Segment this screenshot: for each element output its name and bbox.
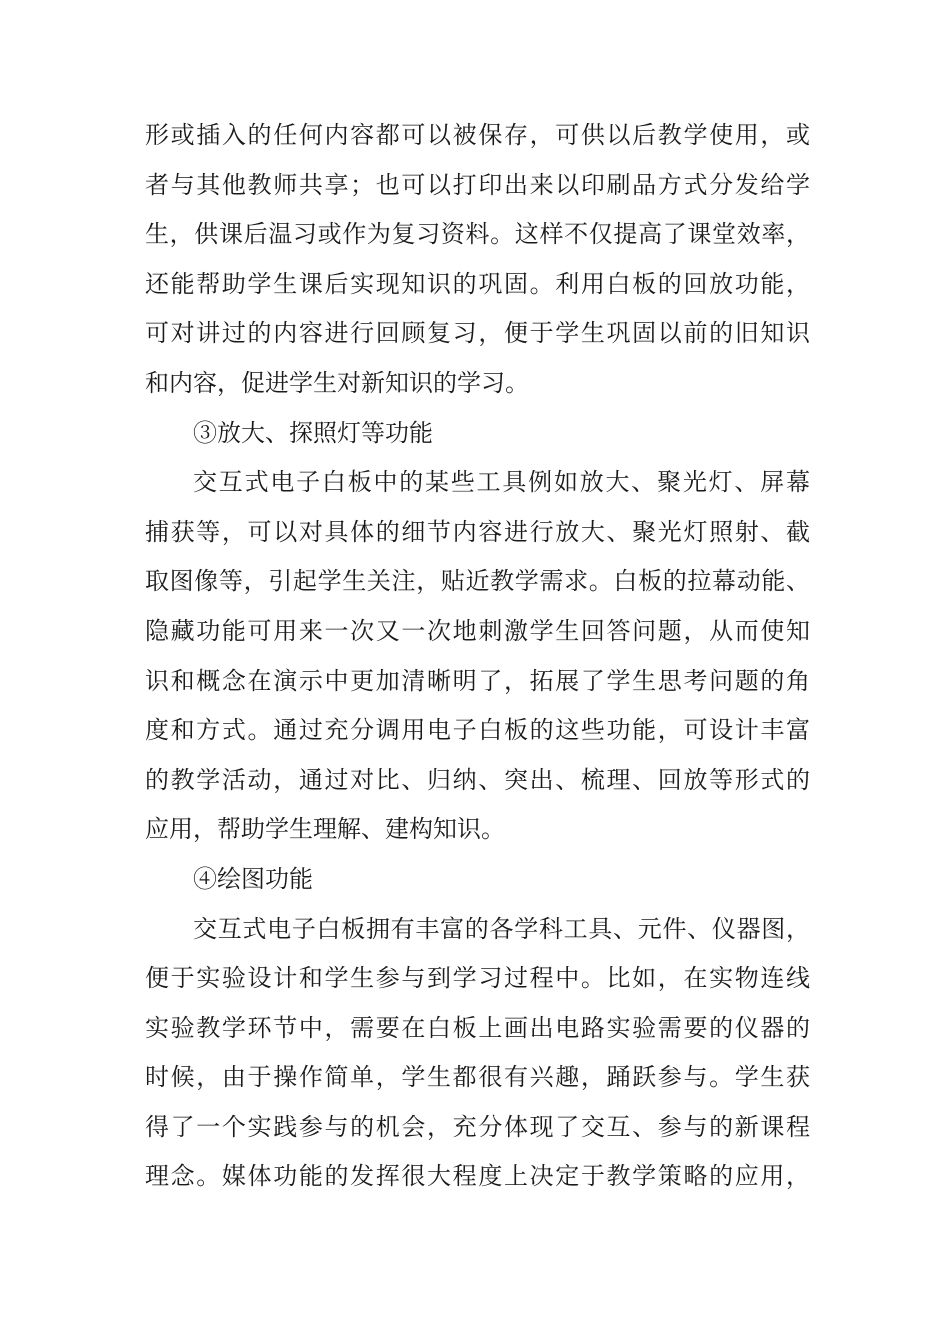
text-line: 得了一个实践参与的机会，充分体现了交互、参与的新课程 [145, 1112, 810, 1141]
text-line: 可对讲过的内容进行回顾复习，便于学生巩固以前的旧知识 [145, 319, 810, 348]
text-line: 应用，帮助学生理解、建构知识。 [145, 815, 505, 844]
text-line: 实验教学环节中，需要在白板上画出电路实验需要的仪器的 [145, 1013, 810, 1042]
section-heading-drawing [145, 855, 810, 905]
text-line: 度和方式。通过充分调用电子白板的这些功能，可设计丰富 [145, 716, 810, 745]
text-line: 隐藏功能可用来一次又一次地刺激学生回答问题，从而使知 [145, 616, 810, 645]
text-line: 生，供课后温习或作为复习资料。这样不仅提高了课堂效率， [145, 220, 810, 249]
text-line: 便于实验设计和学生参与到学习过程中。比如，在实物连线 [145, 964, 810, 993]
text-line: 还能帮助学生课后实现知识的巩固。利用白板的回放功能， [145, 269, 810, 298]
text-line: 者与其他教师共享；也可以打印出来以印刷品方式分发给学 [145, 170, 810, 199]
document-page [145, 111, 810, 1202]
heading-line: ③放大、探照灯等功能 [193, 418, 433, 447]
text-line: 识和概念在演示中更加清晰明了，拓展了学生思考问题的角 [145, 666, 810, 695]
heading-line: ④绘图功能 [193, 864, 313, 893]
paragraph-drawing [145, 905, 810, 1203]
text-line: 取图像等，引起学生关注，贴近教学需求。白板的拉幕动能、 [145, 567, 810, 596]
section-heading-zoom-spotlight [145, 409, 810, 459]
paragraph-zoom-spotlight [145, 458, 810, 855]
text-line: 时候，由于操作简单，学生都很有兴趣，踊跃参与。学生获 [145, 1063, 810, 1092]
text-line: 形或插入的任何内容都可以被保存，可供以后教学使用，或 [145, 121, 810, 149]
text-line: 理念。媒体功能的发挥很大程度上决定于教学策略的应用， [145, 1162, 810, 1191]
text-line: 的教学活动，通过对比、归纳、突出、梳理、回放等形式的 [145, 765, 810, 794]
text-line: 和内容，促进学生对新知识的学习。 [145, 368, 529, 397]
text-line: 交互式电子白板拥有丰富的各学科工具、元件、仪器图， [193, 914, 810, 943]
text-line: 捕获等，可以对具体的细节内容进行放大、聚光灯照射、截 [145, 517, 810, 546]
text-line: 交互式电子白板中的某些工具例如放大、聚光灯、屏幕 [193, 468, 810, 497]
paragraph-saving-sharing [145, 111, 810, 409]
